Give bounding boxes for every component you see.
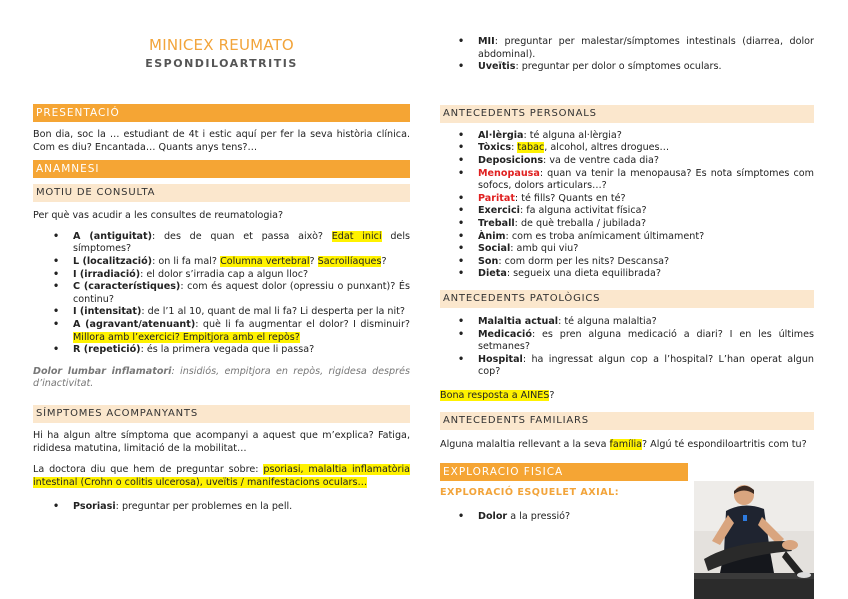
patologics-list bbox=[440, 316, 814, 379]
aines-note: Bona resposta a AINES? bbox=[440, 389, 555, 401]
simptomes-text: Hi ha algun altre símptoma que acompanyi a aquest que m’explica? Fatiga, rididesa matutina, limitació de la mobilitat… bbox=[33, 429, 410, 454]
personals-list bbox=[440, 130, 814, 281]
right-column bbox=[440, 0, 814, 523]
familiars-text: Alguna malaltia rellevant a la seva família? Algú té espondiloartritis com tu? bbox=[440, 439, 807, 451]
section-presentacio-heading: PRESENTACIÓ bbox=[33, 104, 410, 122]
list-item: • Son: com dorm per les nits? Descansa? bbox=[440, 256, 814, 269]
exploracio-heading: EXPLORACIO FISICA bbox=[440, 463, 688, 481]
motiu-intro: Per què vas acudir a les consultes de reumatologia? bbox=[33, 210, 284, 222]
list-item: • L (localització): on li fa mal? Columna vertebral? Sacroilíaques? bbox=[33, 256, 410, 269]
list-item: • Hospital: ha ingressat algun cop a l’hospital? L’han operat algun cop? bbox=[440, 354, 814, 379]
list-item: • Dolor a la pressió? bbox=[440, 511, 814, 524]
list-item: • Tòxics: tabac, alcohol, altres drogues… bbox=[440, 142, 814, 155]
presentacio-text: Bon dia, soc la … estudiant de 4t i estic aquí per fer la seva història clínica. Com es diu? Encantada… Quants anys tens?… bbox=[33, 129, 410, 153]
list-item: • Menopausa: quan va tenir la menopausa? Es nota símptomes com sofocs, dolors articulars…? bbox=[440, 168, 814, 193]
list-item: • R (repetició): és la primera vegada que li passa? bbox=[33, 344, 410, 357]
section-anamnesi-heading: ANAMNESI bbox=[33, 160, 410, 178]
list-item: • Exercici: fa alguna activitat física? bbox=[440, 205, 814, 218]
list-item: • Treball: de què treballa / jubilada? bbox=[440, 218, 814, 231]
list-item: • C (característiques): com és aquest dolor (opressiu o punxant)? És continu? bbox=[33, 281, 410, 306]
list-item: • Al·lèrgia: té alguna al·lèrgia? bbox=[440, 130, 814, 143]
list-item: • I (intensitat): de l’1 al 10, quant de mal li fa? Li desperta per la nit? bbox=[33, 306, 410, 319]
familiars-heading: ANTECEDENTS FAMILIARS bbox=[440, 412, 814, 430]
simptomes-list-continued bbox=[440, 36, 814, 74]
list-item: • Uveïtis: preguntar per dolor o símptomes oculars. bbox=[440, 61, 814, 74]
alicia-list bbox=[33, 231, 410, 357]
list-item: • Psoriasi: preguntar per problemes en la pell. bbox=[33, 501, 410, 514]
list-item: • A (agravant/atenuant): què li fa augmentar el dolor? I disminuir? Millora amb l’exercici? Empitjora amb el repòs? bbox=[33, 319, 410, 344]
list-item: • Social: amb qui viu? bbox=[440, 243, 814, 256]
dolor-lumbar-note: Dolor lumbar inflamatori: insidiós, empitjora en repòs, rigidesa després d’inactivitat. bbox=[33, 365, 410, 390]
list-item: • Deposicions: va de ventre cada dia? bbox=[440, 155, 814, 168]
patologics-heading: ANTECEDENTS PATOLÒGICS bbox=[440, 290, 814, 308]
simptomes-list bbox=[33, 501, 410, 514]
list-item: • I (irradiació): el dolor s’irradia cap a algun lloc? bbox=[33, 269, 410, 282]
exploracio-subheading: EXPLORACIÓ ESQUELET AXIAL: bbox=[440, 487, 620, 499]
document-title: MINICEX REUMATO bbox=[149, 36, 294, 54]
list-item: • Malaltia actual: té alguna malaltia? bbox=[440, 316, 814, 329]
motiu-consulta-heading: MOTIU DE CONSULTA bbox=[33, 184, 410, 202]
list-item: • Ànim: com es troba anímicament últimament? bbox=[440, 231, 814, 244]
simptomes-doctora: La doctora diu que hem de preguntar sobre: psoriasi, malaltia inflamatòria intestinal (Crohn o colitis ulcerosa), uveïtis / manifestacions oculars… bbox=[33, 464, 410, 488]
list-item: • Dieta: segueix una dieta equilibrada? bbox=[440, 268, 814, 281]
examination-photo bbox=[694, 481, 814, 599]
document-subtitle: ESPONDILOARTRITIS bbox=[145, 57, 298, 70]
list-item: • Medicació: es pren alguna medicació a diari? I en les últimes setmanes? bbox=[440, 329, 814, 354]
list-item: • MII: preguntar per malestar/símptomes intestinals (diarrea, dolor abdominal). bbox=[440, 36, 814, 61]
list-item: • A (antiguitat): des de quan et passa això? Edat inici dels símptomes? bbox=[33, 231, 410, 256]
list-item: • Paritat: té fills? Quants en té? bbox=[440, 193, 814, 206]
simptomes-heading: SÍMPTOMES ACOMPANYANTS bbox=[33, 405, 410, 423]
personals-heading: ANTECEDENTS PERSONALS bbox=[440, 105, 814, 123]
left-column bbox=[33, 0, 410, 514]
